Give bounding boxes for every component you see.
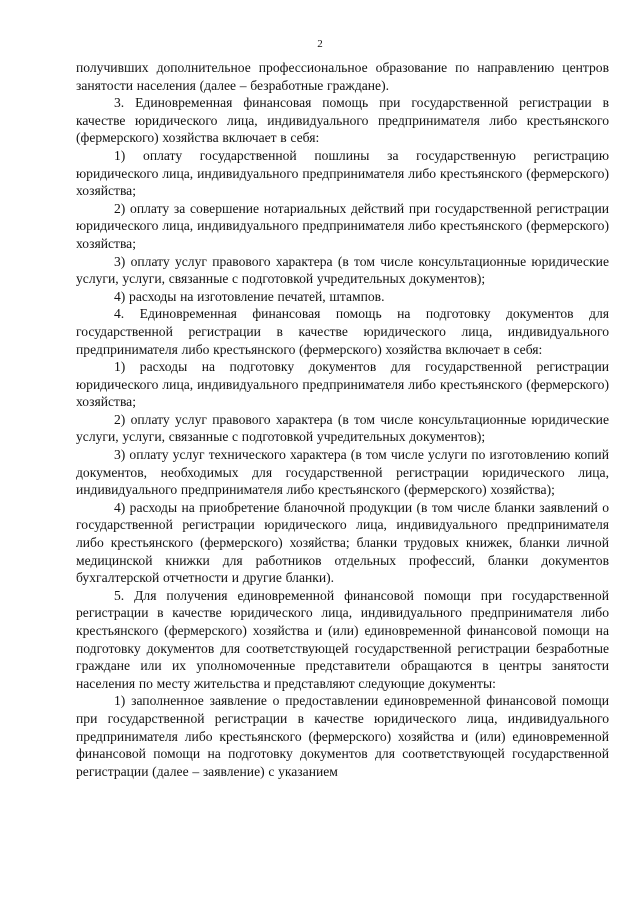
paragraph-item-4: 4. Единовременная финансовая помощь на подготовку документов для государственной регистрации в качестве юридического лица, индивидуального предпринимателя либо крестьянского (фермерского) хозяйства включает в себя: xyxy=(76,306,609,357)
paragraph-item-3-4: 4) расходы на изготовление печатей, штампов. xyxy=(114,288,385,304)
paragraph-item-4-1: 1) расходы на подготовку документов для государственной регистрации юридического лица, индивидуального предпринимателя либо крестьянского (фермерского) хозяйства; xyxy=(76,359,609,410)
paragraph-item-4-2: 2) оплату услуг правового характера (в том числе консультационные юридические услуги, услуги, связанные с подготовкой учредительных документов); xyxy=(76,411,609,445)
paragraph-item-3-2: 2) оплату за совершение нотариальных действий при государственной регистрации юридического лица, индивидуального предпринимателя либо крестьянского (фермерского) хозяйства; xyxy=(76,200,609,251)
paragraph-item-3-1: 1) оплату государственной пошлины за государственную регистрацию юридического лица, индивидуального предпринимателя либо крестьянского (фермерского) хозяйства; xyxy=(76,147,609,199)
paragraph-item-5: 5. Для получения единовременной финансовой помощи при государственной регистрации в качестве юридического лица, индивидуального предпринимателя либо крестьянского (фермерского) хозяйства и (или) единовременной финансовой помощи на подготовку документов для соответствующей государственной регистрации безработные граждане или их уполномоченные представители обращаются в центры занятости населения по месту жительства и представляют следующие документы: xyxy=(76,587,609,691)
paragraph-item-4-4: 4) расходы на приобретение бланочной продукции (в том числе бланки заявлений о государственной регистрации юридического лица, индивидуального предпринимателя либо крестьянского (фермерского) хозяйства; бланки трудовых книжек, бланки личной медицинской книжки для работников отдельных профессий, бланки документов бухгалтерской отчетности и другие бланки). xyxy=(76,499,609,586)
paragraph-continuation: получивших дополнительное профессиональное образование по направлению центров занятости населения (далее – безработные граждане). xyxy=(76,60,609,93)
paragraph-item-5-1: 1) заполненное заявление о предоставлении единовременной финансовой помощи при государственной регистрации в качестве юридического лица, индивидуального предпринимателя либо крестьянского (фермерского) хозяйства и (или) единовременной финансовой помощи на подготовку документов для соответствующей государственной регистрации (далее – заявление) с указанием xyxy=(76,693,609,779)
paragraph-item-4-3: 3) оплату услуг технического характера (в том числе услуги по изготовлению копий документов, необходимых для государственной регистрации юридического лица, индивидуального предпринимателя либо крестьянского (фермерского) хозяйства); xyxy=(76,447,609,498)
page-number: 2 xyxy=(317,38,323,50)
paragraph-item-3-3: 3) оплату услуг правового характера (в том числе консультационные юридические услуги, услуги, связанные с подготовкой учредительных документов); xyxy=(76,253,609,287)
document-body xyxy=(76,59,609,780)
paragraph-item-3: 3. Единовременная финансовая помощь при государственной регистрации в качестве юридического лица, индивидуального предпринимателя либо крестьянского (фермерского) хозяйства включает в себя: xyxy=(76,95,609,146)
